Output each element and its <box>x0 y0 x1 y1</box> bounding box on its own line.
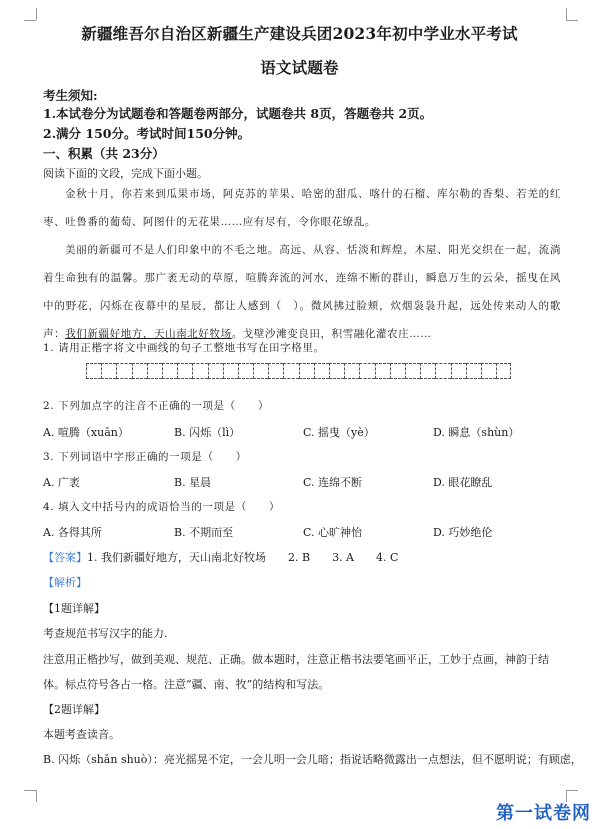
grid-cell <box>299 363 314 379</box>
site-logo: 第一试卷网 <box>496 803 591 824</box>
grid-cell <box>238 363 253 379</box>
notice-heading: 考生须知: <box>43 88 98 103</box>
detail-1-line-2: 注意用正楷抄写，做到美观、规范、正确。做本题时，注意正楷书法要笔画平正，工妙于点画，神韵于结 <box>43 653 549 666</box>
q3-option-c: C. 连绵不断 <box>303 476 363 489</box>
grid-cell <box>253 363 268 379</box>
question-1: 1. 请用正楷字将文中画线的句子工整地书写在田字格里。 <box>43 342 325 354</box>
crop-mark <box>36 8 37 20</box>
q4-option-a: A. 各得其所 <box>43 526 102 539</box>
detail-2-label: 【2题详解】 <box>43 703 105 716</box>
grid-cell <box>405 363 420 379</box>
answer-text: 1. 我们新疆好地方，天山南北好牧场 2. B 3. A 4. C <box>87 551 399 564</box>
grid-cell <box>86 363 101 379</box>
q4-option-b: B. 不期而至 <box>174 526 234 539</box>
q4-option-c: C. 心旷神怡 <box>303 526 363 539</box>
passage-paragraph-2 <box>43 236 561 348</box>
passage-text-end: 。戈壁沙滩变良田，积雪融化灌农庄…… <box>231 328 432 340</box>
grid-cell <box>268 363 283 379</box>
q2-option-b: B. 闪烁（lì） <box>174 426 241 439</box>
q2-option-a: A. 喧腾（xuān） <box>43 426 129 439</box>
passage-text: 美丽的新疆可不是人们印象中的不毛之地。高远、从容、恬淡和辉煌，木屋、阳光交织在一起，流淌着生命独有的温馨。那广袤无动的草原，喧腾奔流的河水，连绵不断的群山，瞬息万生的云朵，摇曳在风中的野花，闪烁在夜幕中的星辰，都让人感到（ ）。微风拂过脸颊，炊烟袅袅升起，远处传来动人的歌声： <box>43 244 561 340</box>
grid-cell <box>390 363 405 379</box>
crop-mark <box>566 20 578 21</box>
crop-mark <box>24 790 36 791</box>
q2-option-d: D. 瞬息（shùn） <box>433 426 520 439</box>
grid-cell <box>147 363 162 379</box>
passage-paragraph-1: 金秋十月，你若来到瓜果市场，阿克苏的苹果、哈密的甜瓜、喀什的石榴、库尔勒的香梨、若羌的红枣、吐鲁番的葡萄、阿图什的无花果……应有尽有，令你眼花缭乱。 <box>43 188 561 228</box>
detail-1-line-3: 体。标点符号各占一格。注意“疆、南、牧”的结构和写法。 <box>43 678 330 691</box>
question-2: 2. 下列加点字的注音不正确的一项是（ ） <box>43 400 270 412</box>
grid-cell <box>359 363 374 379</box>
detail-1-label: 【1题详解】 <box>43 602 105 615</box>
grid-cell <box>420 363 435 379</box>
grid-cell <box>177 363 192 379</box>
grid-cell <box>162 363 177 379</box>
grid-cell <box>451 363 466 379</box>
crop-mark <box>566 790 578 791</box>
question-4: 4. 填入文中括号内的成语恰当的一项是（ ） <box>43 501 281 513</box>
reading-instruction: 阅读下面的文段，完成下面小题。 <box>43 167 208 180</box>
grid-cell <box>116 363 131 379</box>
q3-option-d: D. 眼花瞭乱 <box>433 476 493 489</box>
detail-1-line-1: 考查规范书写汉字的能力. <box>43 627 168 640</box>
detail-2-line-2: B. 闪烁（shǎn shuò）：亮光摇晃不定，一会儿明一会儿暗；指说话略微露出一点想法，但不愿明说；有顾虑， <box>43 753 582 766</box>
grid-cell <box>344 363 359 379</box>
grid-cell <box>375 363 390 379</box>
grid-cell <box>208 363 223 379</box>
grid-cell <box>314 363 329 379</box>
grid-cell <box>283 363 298 379</box>
question-3: 3. 下列词语中字形正确的一项是（ ） <box>43 451 247 463</box>
document-subtitle: 语文试题卷 <box>260 58 339 77</box>
answer-label: 【答案】 <box>43 551 87 564</box>
section-heading: 一、积累（共 23分） <box>43 146 165 161</box>
underlined-sentence: 我们新疆好地方，天山南北好牧场 <box>65 328 232 340</box>
grid-cell <box>496 363 511 379</box>
q3-option-b: B. 星晨 <box>174 476 212 489</box>
grid-cell <box>466 363 481 379</box>
grid-cell <box>101 363 116 379</box>
crop-mark <box>36 790 37 802</box>
grid-cell <box>329 363 344 379</box>
writing-grid <box>86 363 511 379</box>
notice-item-2: 2.满分 150分。考试时间150分钟。 <box>43 126 251 141</box>
grid-cell <box>192 363 207 379</box>
analysis-label: 【解析】 <box>43 576 87 589</box>
crop-mark <box>566 8 567 20</box>
grid-cell <box>481 363 496 379</box>
grid-cell <box>132 363 147 379</box>
detail-2-line-1: 本题考查读音。 <box>43 728 120 741</box>
crop-mark <box>24 20 36 21</box>
grid-cell <box>223 363 238 379</box>
notice-item-1: 1.本试卷分为试题卷和答题卷两部分，试题卷共 8页，答题卷共 2页。 <box>43 106 433 121</box>
document-title: 新疆维吾尔自治区新疆生产建设兵团2023年初中学业水平考试 <box>81 24 518 43</box>
q3-option-a: A. 广袤 <box>43 476 80 489</box>
grid-cell <box>435 363 450 379</box>
q2-option-c: C. 摇曳（yè） <box>303 426 375 439</box>
answer-line <box>43 549 398 565</box>
q4-option-d: D. 巧妙绝伦 <box>433 526 493 539</box>
